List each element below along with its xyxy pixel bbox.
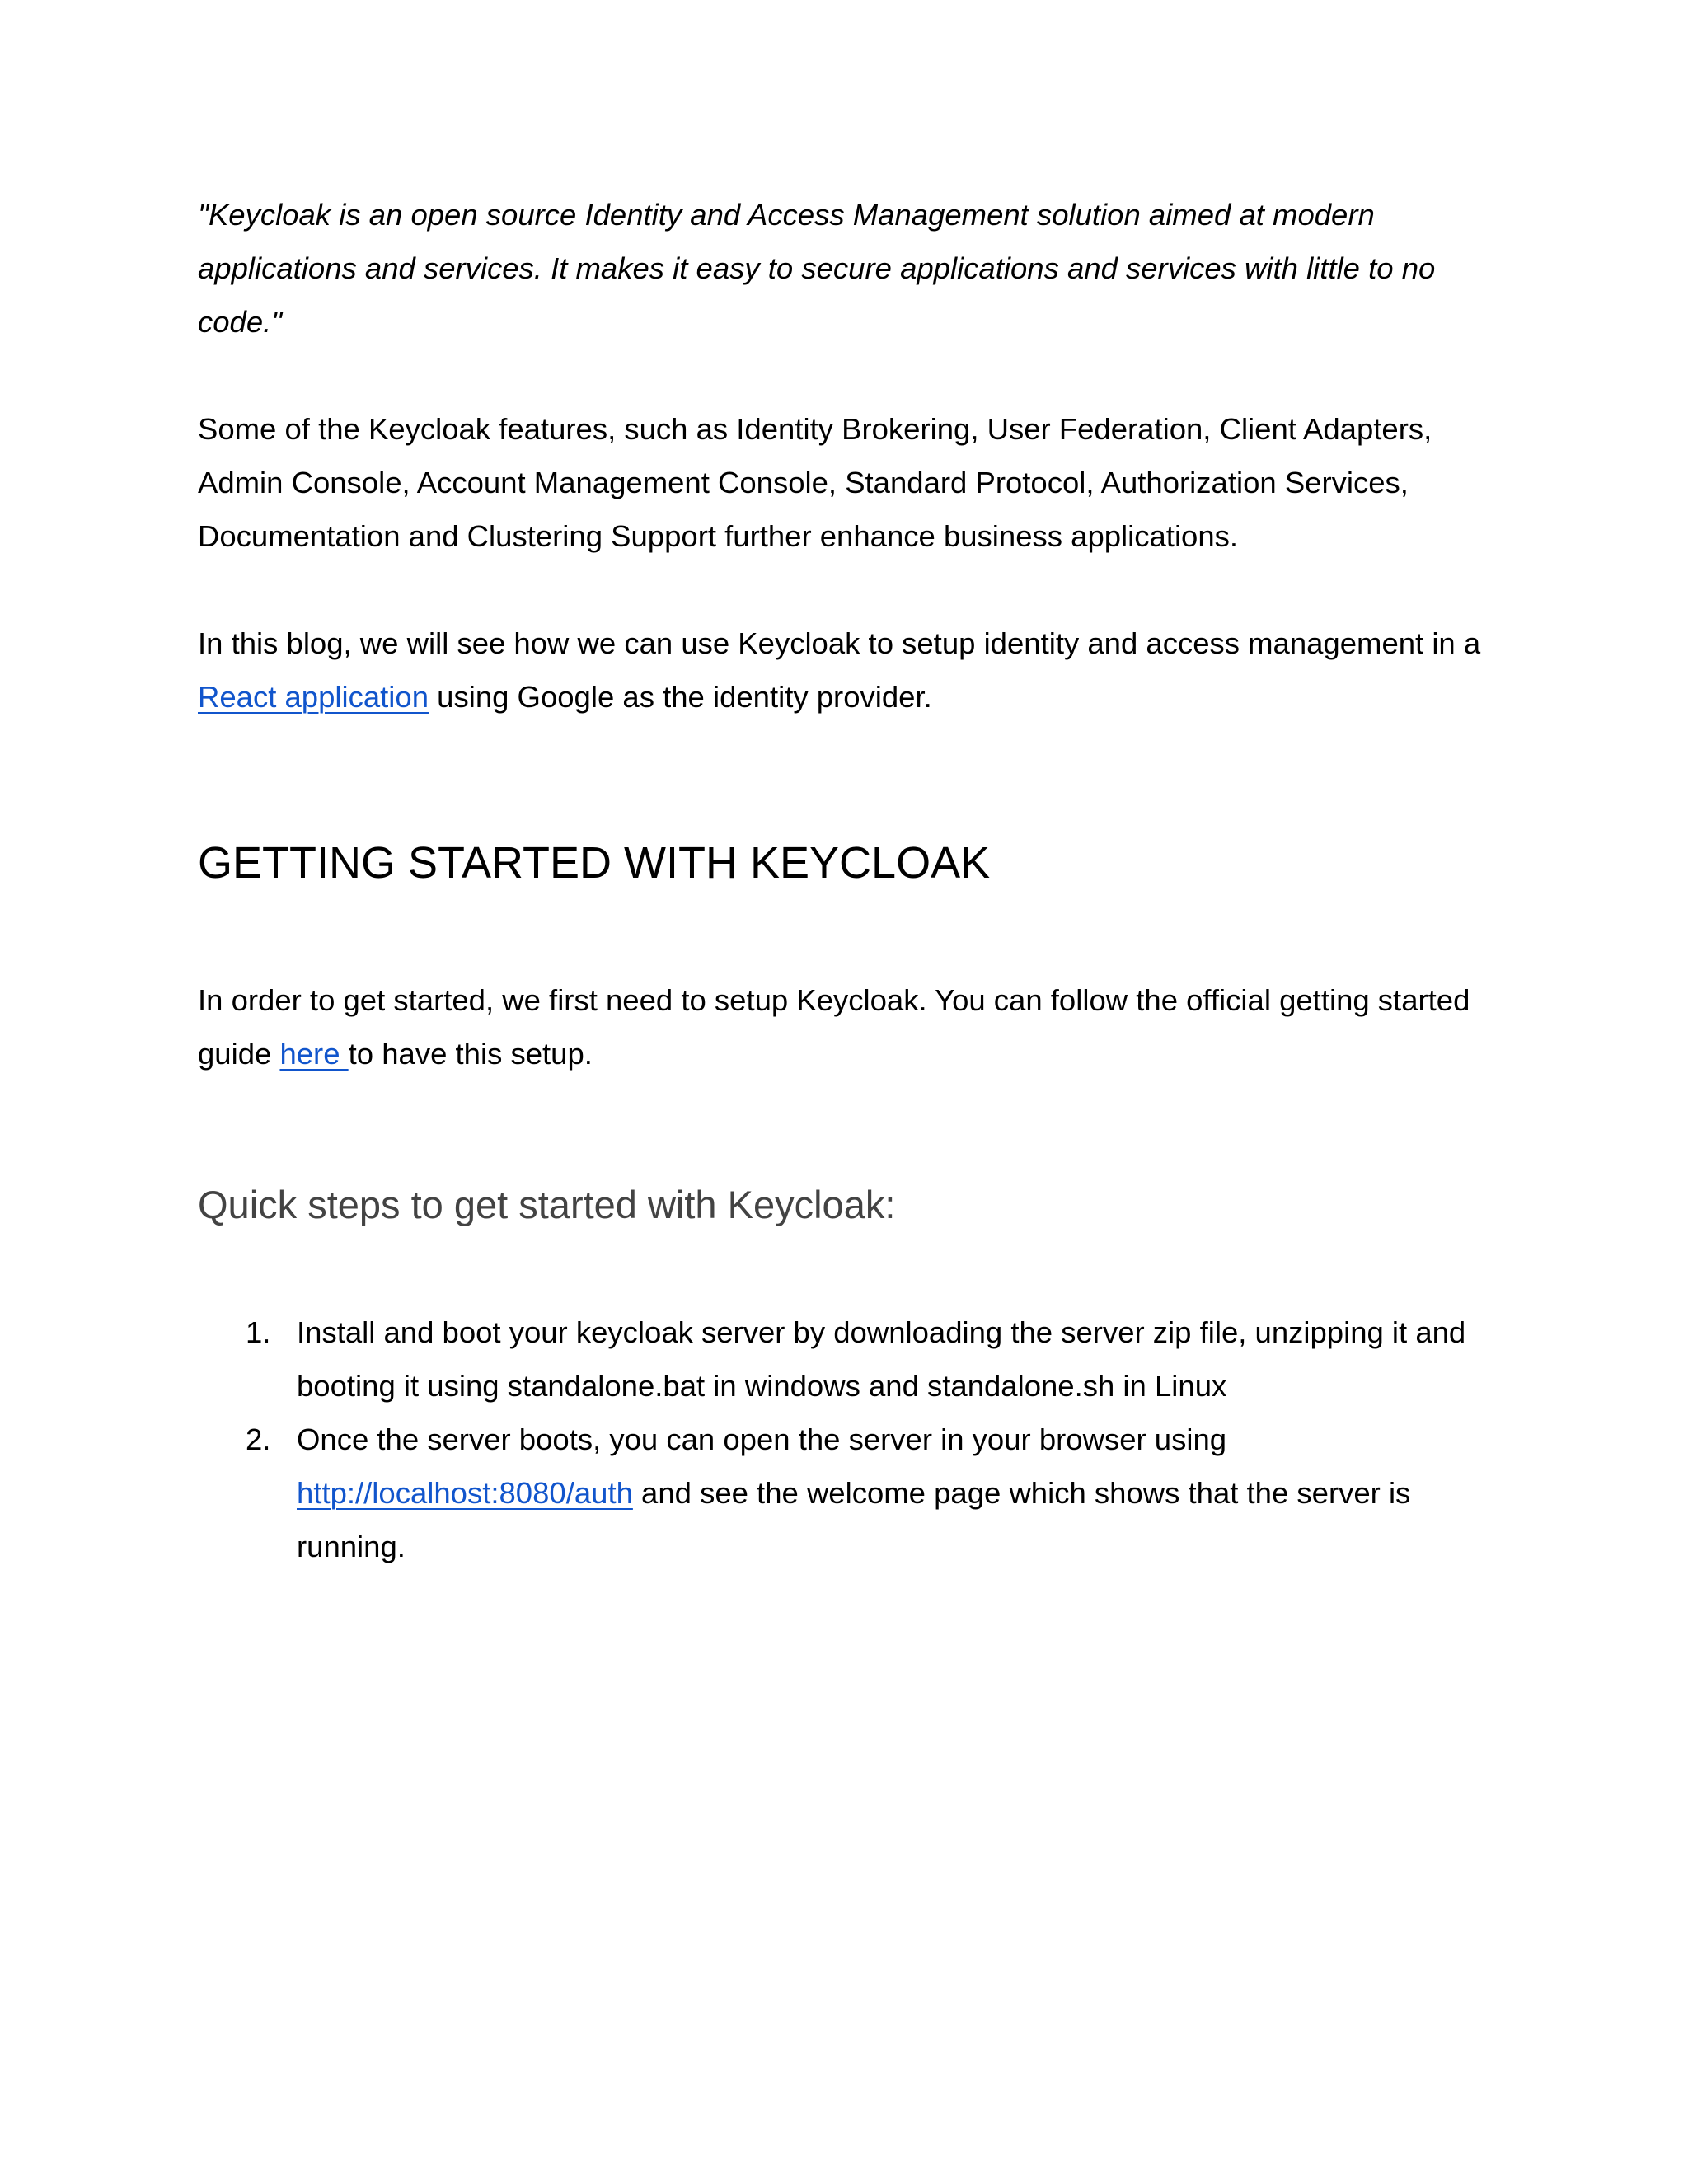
keycloak-quote: "Keycloak is an open source Identity and Access Management solution aimed at modern applications and services. It makes it easy to secure applications and services with little to no code." bbox=[198, 198, 1436, 339]
react-application-link[interactable]: React application bbox=[198, 680, 429, 714]
getting-started-text-before: In order to get started, we first need to setup Keycloak. You can follow the official getting started guide bbox=[198, 983, 1470, 1071]
step-text-before: Once the server boots, you can open the server in your browser using bbox=[297, 1422, 1227, 1456]
getting-started-paragraph bbox=[198, 973, 1500, 1080]
steps-list bbox=[198, 1305, 1500, 1573]
here-link[interactable]: here bbox=[279, 1037, 349, 1071]
section-gap bbox=[198, 892, 1500, 973]
step-text-after: and see the welcome page which shows that the server is running. bbox=[297, 1476, 1411, 1563]
section-gap bbox=[198, 1080, 1500, 1179]
section-heading: GETTING STARTED WITH KEYCLOAK bbox=[198, 838, 991, 888]
section-gap bbox=[198, 724, 1500, 834]
section-gap bbox=[198, 1230, 1500, 1305]
step-text: Install and boot your keycloak server by downloading the server zip file, unzipping it and booting it using standalone.bat in windows and standalone.sh in Linux bbox=[297, 1315, 1466, 1403]
getting-started-text-after: to have this setup. bbox=[348, 1037, 593, 1071]
step-number: 2. bbox=[246, 1422, 271, 1456]
intro-text-after: using Google as the identity provider. bbox=[429, 680, 932, 714]
features-paragraph: Some of the Keycloak features, such as Identity Brokering, User Federation, Client Adapters, Admin Console, Account Management Console, Standard Protocol, Authorization Services, Documentation and Clustering Support further enhance business applications. bbox=[198, 412, 1432, 553]
localhost-auth-link[interactable]: http://localhost:8080/auth bbox=[297, 1476, 633, 1510]
list-item bbox=[198, 1413, 1500, 1573]
step-number: 1. bbox=[246, 1315, 271, 1349]
list-item bbox=[198, 1305, 1500, 1413]
paragraph-gap bbox=[198, 563, 1500, 616]
intro-paragraph bbox=[198, 616, 1500, 724]
intro-text-before: In this blog, we will see how we can use Keycloak to setup identity and access management in a bbox=[198, 626, 1481, 660]
quick-steps-heading: Quick steps to get started with Keycloak: bbox=[198, 1183, 896, 1226]
document-content bbox=[198, 188, 1500, 1573]
paragraph-gap bbox=[198, 349, 1500, 402]
